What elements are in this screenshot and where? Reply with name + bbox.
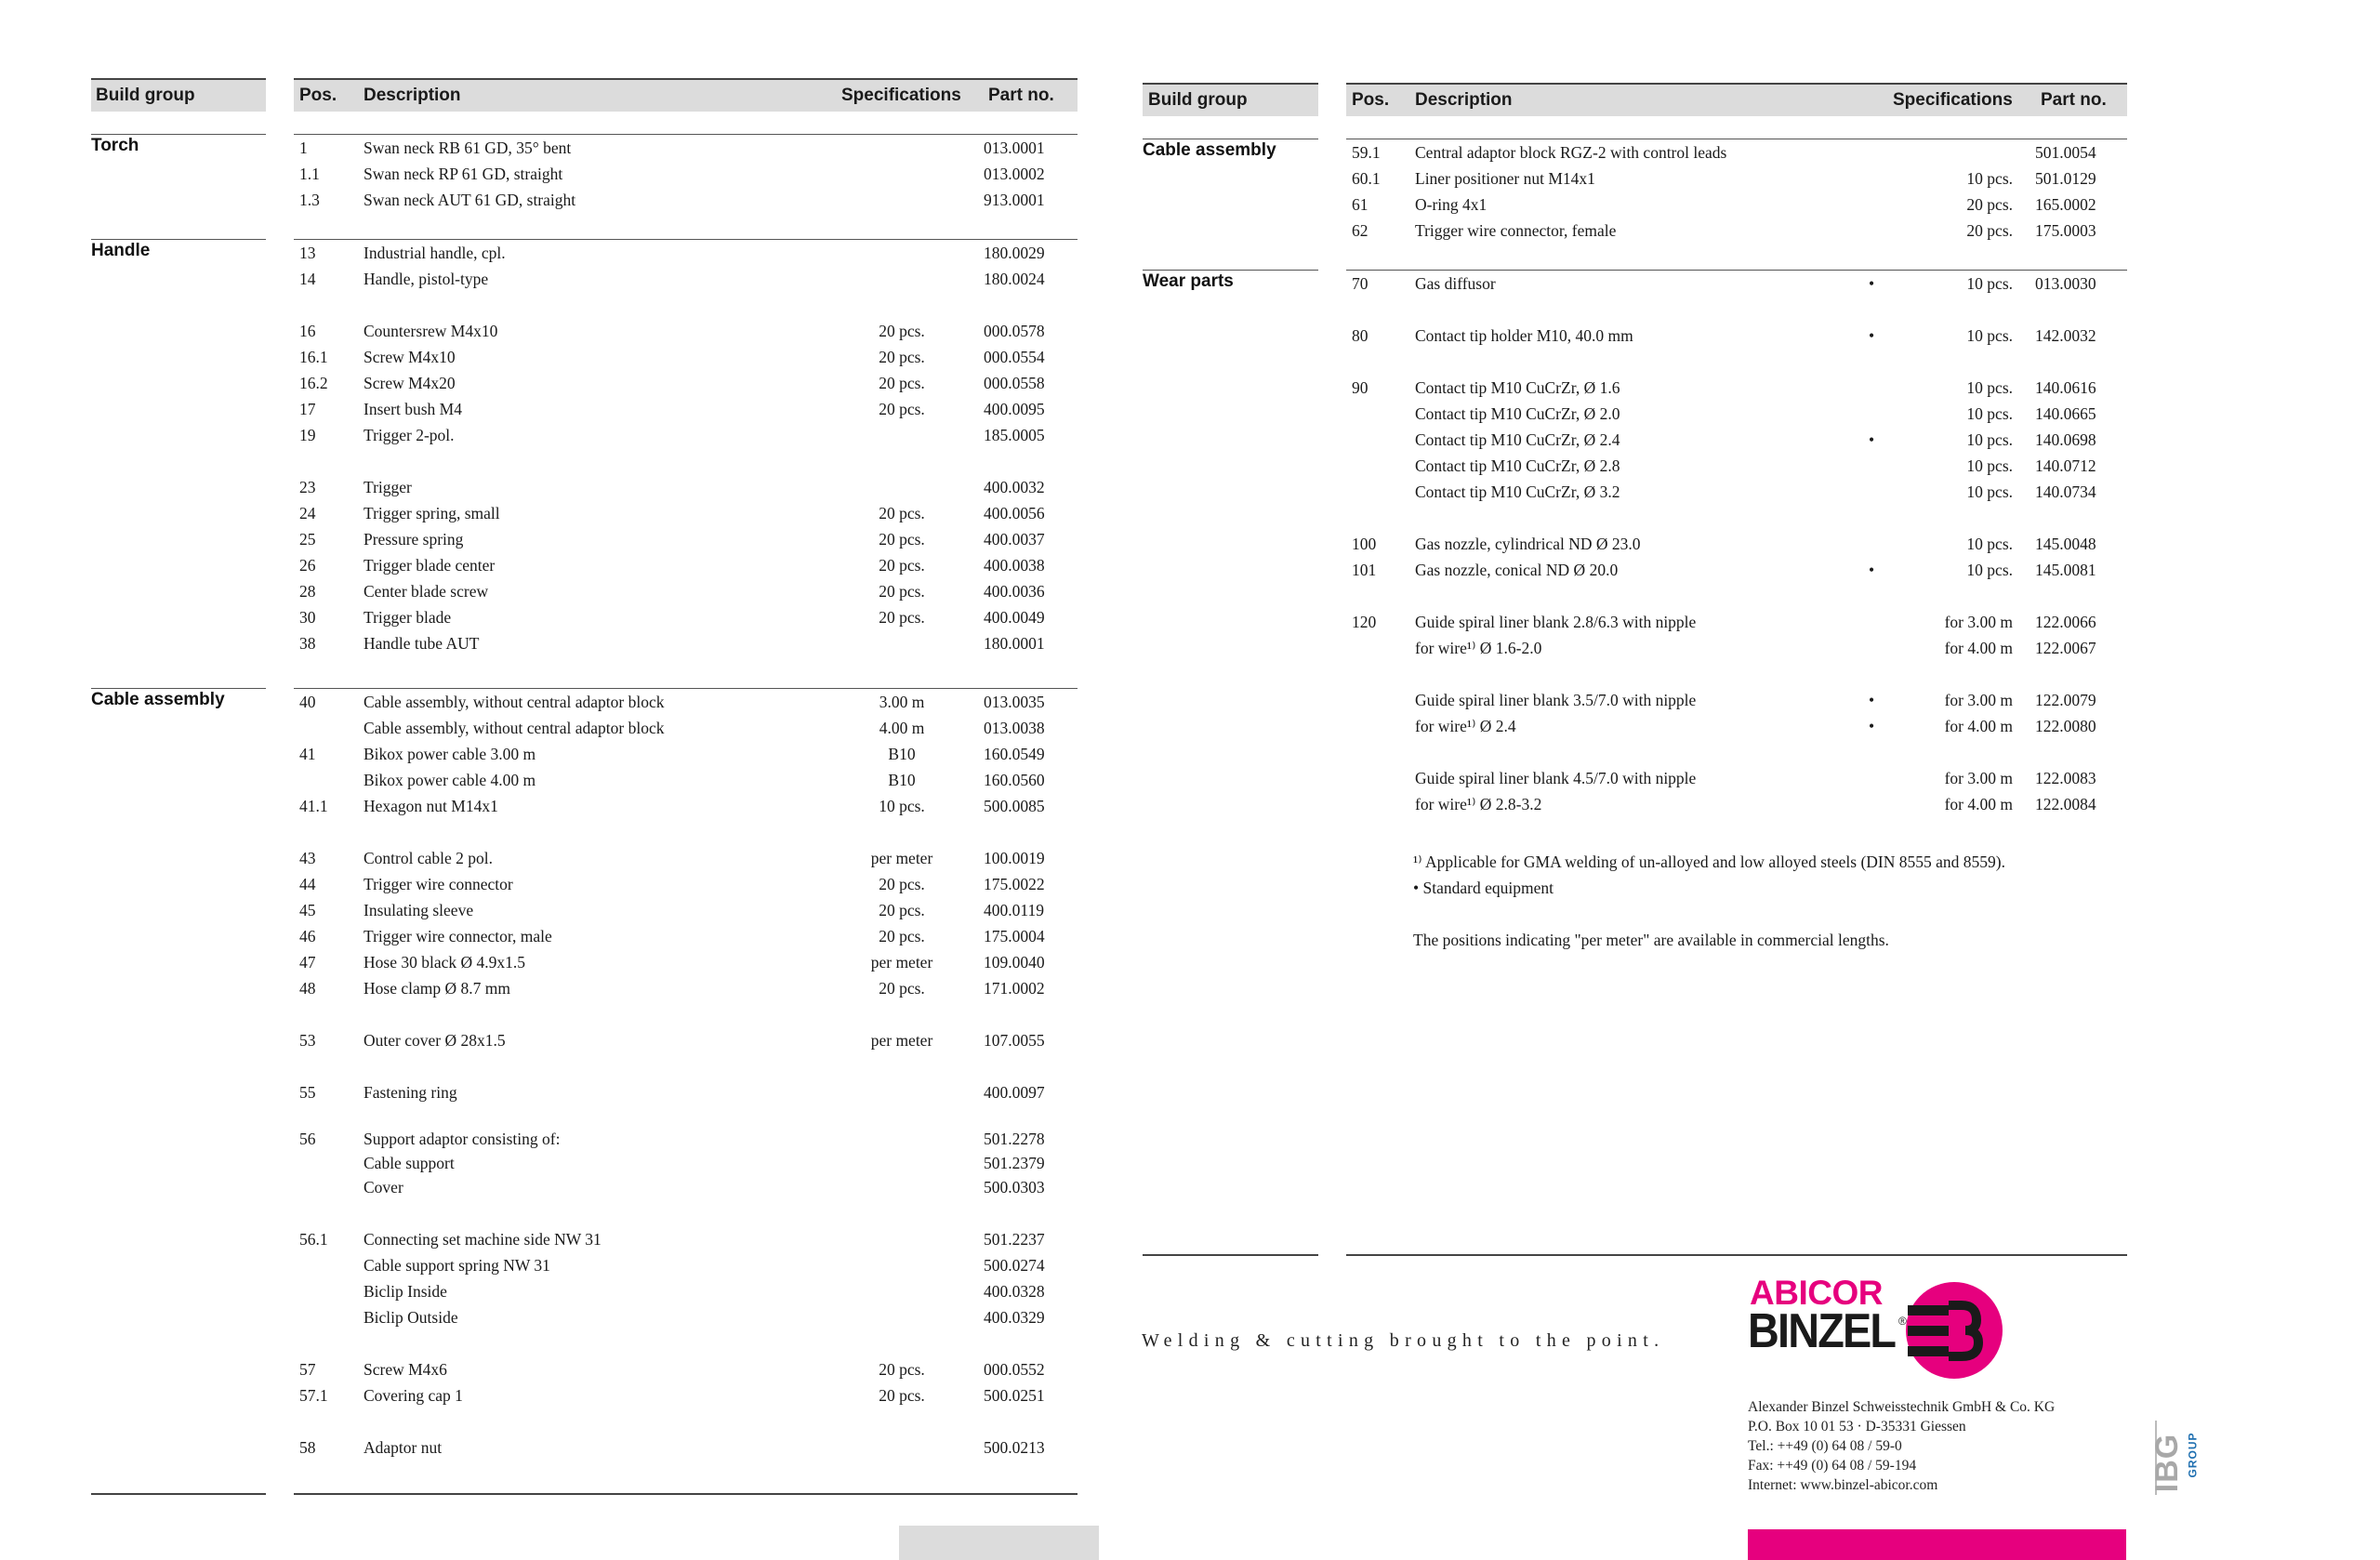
part-no-cell: 400.0056: [984, 504, 1045, 522]
table-row: [0, 845, 1078, 871]
spec-cell: 10 pcs.: [1966, 404, 2013, 423]
description-cell: Hexagon nut M14x1: [364, 797, 498, 815]
table-row: [0, 1226, 1078, 1252]
description-cell: Gas diffusor: [1415, 274, 1496, 293]
description-cell: for wire¹⁾ Ø 1.6-2.0: [1415, 639, 1542, 657]
table-row: [0, 871, 1078, 897]
address-po-box: P.O. Box 10 01 53 · D-35331 Giessen: [1748, 1419, 1966, 1434]
description-cell: Cable support spring NW 31: [364, 1256, 550, 1275]
per-meter-note: The positions indicating "per meter" are available in commercial lengths.: [1413, 931, 1889, 949]
specifications-header: Specifications: [841, 86, 961, 105]
description-cell: Biclip Inside: [364, 1282, 447, 1301]
spec-cell: B10: [888, 745, 916, 763]
part-no-cell: 500.0274: [984, 1256, 1045, 1275]
pos-cell: 101: [1352, 561, 1377, 579]
pos-cell: 70: [1352, 274, 1368, 293]
standard-equipment-marker: •: [1869, 326, 1875, 345]
description-cell: Pressure spring: [364, 530, 464, 549]
spec-cell: 20 pcs.: [1966, 195, 2013, 214]
spec-cell: 20 pcs.: [879, 374, 925, 392]
part-no-cell: 100.0019: [984, 849, 1045, 867]
spec-cell: 20 pcs.: [879, 875, 925, 893]
part-no-cell: 175.0004: [984, 927, 1045, 945]
description-cell: Guide spiral liner blank 4.5/7.0 with nipple: [1415, 769, 1697, 787]
registered-mark: ®: [1898, 1315, 1907, 1328]
part-no-header: Part no.: [2041, 90, 2107, 110]
standard-equipment-marker: •: [1869, 717, 1875, 735]
table-bottom-rule: [1346, 1254, 2127, 1256]
spec-cell: 20 pcs.: [879, 530, 925, 549]
part-no-cell: 160.0549: [984, 745, 1045, 763]
pos-cell: 17: [299, 400, 316, 418]
table-row: [0, 139, 2129, 165]
pos-cell: 48: [299, 979, 316, 998]
part-no-cell: 175.0022: [984, 875, 1045, 893]
part-no-cell: 400.0036: [984, 582, 1045, 601]
part-no-cell: 180.0024: [984, 270, 1045, 288]
standard-equipment-marker: •: [1869, 561, 1875, 579]
spec-cell: 10 pcs.: [1966, 326, 2013, 345]
description-cell: Trigger wire connector, female: [1415, 221, 1617, 240]
part-no-cell: 122.0066: [2035, 613, 2096, 631]
description-cell: Adaptor nut: [364, 1438, 443, 1457]
pos-cell: 58: [299, 1438, 316, 1457]
description-cell: Trigger: [364, 478, 412, 496]
pos-cell: 40: [299, 693, 316, 711]
description-cell: Outer cover Ø 28x1.5: [364, 1031, 506, 1050]
part-no-cell: 122.0079: [2035, 691, 2096, 709]
table-row: [0, 401, 2129, 427]
part-no-cell: 013.0038: [984, 719, 1045, 737]
group-label-cable-assembly: Cable assembly: [1143, 140, 1276, 160]
table-row: [0, 897, 1078, 923]
description-cell: Countersrew M4x10: [364, 322, 498, 340]
table-row: [0, 923, 1078, 949]
pos-cell: 62: [1352, 221, 1368, 240]
part-no-cell: 142.0032: [2035, 326, 2096, 345]
part-no-cell: 175.0003: [2035, 221, 2096, 240]
table-row: [0, 531, 2129, 557]
pos-cell: 13: [299, 244, 316, 262]
description-cell: Contact tip M10 CuCrZr, Ø 2.0: [1415, 404, 1620, 423]
part-no-cell: 500.0251: [984, 1386, 1045, 1405]
pos-cell: 55: [299, 1083, 316, 1102]
description-cell: Contact tip M10 CuCrZr, Ø 2.8: [1415, 456, 1620, 475]
pos-cell: 53: [299, 1031, 316, 1050]
description-cell: Connecting set machine side NW 31: [364, 1230, 602, 1249]
standard-equipment-marker: •: [1869, 430, 1875, 449]
table-row: [0, 1027, 1078, 1053]
description-cell: Cable assembly, without central adaptor block: [364, 719, 665, 737]
pos-cell: 30: [299, 608, 316, 627]
pos-cell: 41.1: [299, 797, 328, 815]
description-cell: O-ring 4x1: [1415, 195, 1488, 214]
table-row: [0, 323, 2129, 349]
part-no-cell: 000.0558: [984, 374, 1045, 392]
part-no-cell: 000.0554: [984, 348, 1045, 366]
description-header: Description: [1415, 90, 1513, 110]
description-cell: Screw M4x6: [364, 1360, 447, 1379]
standard-equipment-marker: •: [1869, 274, 1875, 293]
part-no-cell: 109.0040: [984, 953, 1045, 972]
description-cell: Handle tube AUT: [364, 634, 480, 653]
part-no-cell: 400.0032: [984, 478, 1045, 496]
part-no-cell: 400.0119: [984, 901, 1044, 919]
pos-cell: 120: [1352, 613, 1377, 631]
part-no-cell: 400.0329: [984, 1308, 1045, 1327]
pos-cell: 16.2: [299, 374, 328, 392]
specifications-header: Specifications: [1893, 90, 2013, 110]
part-no-cell: 000.0552: [984, 1360, 1045, 1379]
description-cell: Insulating sleeve: [364, 901, 474, 919]
pos-cell: 38: [299, 634, 316, 653]
table-row: [0, 453, 2129, 479]
pos-cell: 80: [1352, 326, 1368, 345]
table-bottom-rule: [294, 1493, 1078, 1495]
spec-cell: 20 pcs.: [879, 901, 925, 919]
address-phone: Tel.: ++49 (0) 64 08 / 59-0: [1748, 1438, 1902, 1454]
brand-color-bar: [1748, 1529, 2126, 1560]
description-cell: Cable support: [364, 1154, 455, 1172]
group-label-wear-parts: Wear parts: [1143, 271, 1234, 291]
pos-cell: 90: [1352, 378, 1368, 397]
table-row: [0, 375, 2129, 401]
spec-cell: 20 pcs.: [879, 608, 925, 627]
group-label-handle: Handle: [91, 241, 151, 260]
spec-cell: 10 pcs.: [1966, 483, 2013, 501]
part-no-cell: 185.0005: [984, 426, 1045, 444]
table-row: [0, 557, 2129, 583]
table-row: [0, 741, 1078, 767]
part-no-cell: 140.0734: [2035, 483, 2096, 501]
description-cell: Contact tip holder M10, 40.0 mm: [1415, 326, 1633, 345]
pos-cell: 60.1: [1352, 169, 1381, 188]
table-row: [0, 192, 2129, 218]
part-no-cell: 122.0084: [2035, 795, 2096, 813]
spec-cell: 20 pcs.: [1966, 221, 2013, 240]
description-cell: Handle, pistol-type: [364, 270, 489, 288]
part-no-cell: 400.0037: [984, 530, 1045, 549]
spec-cell: for 4.00 m: [1944, 639, 2013, 657]
pos-cell: 56: [299, 1130, 316, 1148]
part-no-cell: 400.0328: [984, 1282, 1045, 1301]
table-row: [0, 1150, 1078, 1176]
table-row: [0, 218, 2129, 244]
spec-cell: 20 pcs.: [879, 400, 925, 418]
table-row: [0, 1382, 1078, 1408]
part-no-cell: 122.0080: [2035, 717, 2096, 735]
spec-cell: per meter: [870, 953, 933, 972]
table-row: [0, 1079, 1078, 1105]
group-label-torch: Torch: [91, 136, 139, 155]
description-cell: Center blade screw: [364, 582, 489, 601]
table-bottom-rule: [1143, 1254, 1318, 1256]
pos-cell: 1.1: [299, 165, 320, 183]
binzel-circle-icon: [1897, 1280, 2004, 1381]
spec-cell: for 3.00 m: [1944, 691, 2013, 709]
table-row: [0, 1126, 1078, 1152]
table-row: [0, 165, 2129, 192]
part-no-cell: 140.0698: [2035, 430, 2096, 449]
pos-cell: 59.1: [1352, 143, 1381, 162]
pos-cell: 16.1: [299, 348, 328, 366]
spec-cell: 10 pcs.: [1966, 561, 2013, 579]
pos-cell: 56.1: [299, 1230, 328, 1249]
part-no-cell: 013.0001: [984, 139, 1045, 157]
table-row: [0, 1174, 1078, 1200]
pos-cell: 61: [1352, 195, 1368, 214]
table-row: [0, 791, 2129, 817]
pos-cell: 1.3: [299, 191, 320, 209]
part-no-cell: 180.0029: [984, 244, 1045, 262]
description-cell: Guide spiral liner blank 2.8/6.3 with nipple: [1415, 613, 1697, 631]
part-no-cell: 160.0560: [984, 771, 1045, 789]
pos-cell: 26: [299, 556, 316, 575]
pos-cell: 47: [299, 953, 316, 972]
table-row: [0, 635, 2129, 661]
description-cell: Trigger wire connector: [364, 875, 513, 893]
ibg-group-text: GROUP: [2186, 1432, 2200, 1478]
part-no-cell: 400.0095: [984, 400, 1045, 418]
spec-cell: 10 pcs.: [1966, 378, 2013, 397]
spec-cell: for 3.00 m: [1944, 613, 2013, 631]
part-no-cell: 501.2237: [984, 1230, 1045, 1249]
description-cell: Insert bush M4: [364, 400, 462, 418]
table-bottom-rule: [91, 1493, 266, 1495]
pos-cell: 100: [1352, 535, 1377, 553]
description-cell: Hose 30 black Ø 4.9x1.5: [364, 953, 526, 972]
description-cell: Trigger 2-pol.: [364, 426, 455, 444]
description-cell: Control cable 2 pol.: [364, 849, 494, 867]
pos-cell: 1: [299, 139, 308, 157]
description-cell: Contact tip M10 CuCrZr, Ø 1.6: [1415, 378, 1620, 397]
spec-cell: 20 pcs.: [879, 1360, 925, 1379]
part-no-cell: 180.0001: [984, 634, 1045, 653]
pos-cell: 24: [299, 504, 316, 522]
description-cell: Trigger blade: [364, 608, 452, 627]
table-row: [0, 1356, 1078, 1382]
part-no-cell: 500.0303: [984, 1178, 1045, 1196]
slogan: Welding & cutting brought to the point.: [1142, 1330, 1665, 1351]
description-cell: Screw M4x20: [364, 374, 456, 392]
table-row: [0, 1278, 1078, 1304]
part-no-cell: 145.0081: [2035, 561, 2096, 579]
description-cell: Gas nozzle, conical ND Ø 20.0: [1415, 561, 1619, 579]
spec-cell: for 3.00 m: [1944, 769, 2013, 787]
description-cell: Trigger blade center: [364, 556, 496, 575]
table-row: [0, 271, 2129, 297]
spec-cell: 10 pcs.: [879, 797, 925, 815]
spec-cell: 20 pcs.: [879, 556, 925, 575]
spec-cell: 20 pcs.: [879, 322, 925, 340]
description-cell: Trigger wire connector, male: [364, 927, 552, 945]
part-no-cell: 145.0048: [2035, 535, 2096, 553]
pos-header: Pos.: [1352, 90, 1390, 110]
spec-cell: 3.00 m: [879, 693, 925, 711]
table-row: [0, 1304, 1078, 1330]
spec-cell: 10 pcs.: [1966, 456, 2013, 475]
group-label-cable-assembly: Cable assembly: [91, 690, 225, 709]
description-cell: Swan neck RP 61 GD, straight: [364, 165, 563, 183]
logo-abicor-text: ABICOR: [1750, 1274, 1883, 1312]
description-cell: Guide spiral liner blank 3.5/7.0 with nipple: [1415, 691, 1697, 709]
table-row: [0, 1434, 1078, 1461]
part-no-cell: 140.0712: [2035, 456, 2096, 475]
pos-cell: 43: [299, 849, 316, 867]
part-no-cell: 400.0097: [984, 1083, 1045, 1102]
pos-cell: 44: [299, 875, 316, 893]
part-no-cell: 000.0578: [984, 322, 1045, 340]
part-no-cell: 500.0085: [984, 797, 1045, 815]
part-no-cell: 501.2379: [984, 1154, 1045, 1172]
description-cell: Hose clamp Ø 8.7 mm: [364, 979, 510, 998]
description-cell: Fastening ring: [364, 1083, 457, 1102]
table-row: [0, 949, 1078, 975]
spec-cell: 10 pcs.: [1966, 535, 2013, 553]
pos-cell: 14: [299, 270, 316, 288]
description-cell: Cover: [364, 1178, 403, 1196]
table-row: [0, 1252, 1078, 1278]
footnote: ¹⁾ Applicable for GMA welding of un-alloyed and low alloyed steels (DIN 8555 and 8559).: [1413, 853, 2005, 871]
table-row: [0, 609, 2129, 635]
spec-cell: 10 pcs.: [1966, 430, 2013, 449]
ibg-text: IBG: [2149, 1433, 2186, 1493]
pos-cell: 28: [299, 582, 316, 601]
spec-cell: per meter: [870, 849, 933, 867]
spec-cell: 10 pcs.: [1966, 169, 2013, 188]
description-cell: Gas nozzle, cylindrical ND Ø 23.0: [1415, 535, 1641, 553]
description-cell: Swan neck AUT 61 GD, straight: [364, 191, 576, 209]
part-no-cell: 122.0067: [2035, 639, 2096, 657]
address-company: Alexander Binzel Schweisstechnik GmbH & Co. KG: [1748, 1399, 2056, 1415]
pos-cell: 23: [299, 478, 316, 496]
part-no-cell: 913.0001: [984, 191, 1045, 209]
part-no-cell: 165.0002: [2035, 195, 2096, 214]
description-cell: Bikox power cable 3.00 m: [364, 745, 536, 763]
part-no-cell: 107.0055: [984, 1031, 1045, 1050]
part-no-header: Part no.: [988, 86, 1054, 105]
part-no-cell: 400.0049: [984, 608, 1045, 627]
ibg-group-logo: [2149, 1421, 2215, 1495]
build-group-header: Build group: [1148, 90, 1248, 110]
description-cell: Industrial handle, cpl.: [364, 244, 506, 262]
pos-cell: 25: [299, 530, 316, 549]
table-row: [0, 687, 2129, 713]
pos-cell: 45: [299, 901, 316, 919]
description-cell: Support adaptor consisting of:: [364, 1130, 561, 1148]
part-no-cell: 122.0083: [2035, 769, 2096, 787]
spec-cell: 20 pcs.: [879, 582, 925, 601]
part-no-cell: 400.0038: [984, 556, 1045, 575]
abicor-binzel-logo: [1748, 1274, 2008, 1385]
pos-cell: 19: [299, 426, 316, 444]
description-cell: Screw M4x10: [364, 348, 456, 366]
part-no-cell: 500.0213: [984, 1438, 1045, 1457]
part-no-cell: 013.0002: [984, 165, 1045, 183]
address-website: Internet: www.binzel-abicor.com: [1748, 1477, 1938, 1493]
pos-cell: 46: [299, 927, 316, 945]
description-cell: for wire¹⁾ Ø 2.8-3.2: [1415, 795, 1542, 813]
spec-cell: 20 pcs.: [879, 979, 925, 998]
spec-cell: for 4.00 m: [1944, 795, 2013, 813]
part-no-cell: 171.0002: [984, 979, 1045, 998]
table-row: [0, 479, 2129, 505]
description-cell: Trigger spring, small: [364, 504, 500, 522]
spec-cell: 20 pcs.: [879, 1386, 925, 1405]
spec-cell: 20 pcs.: [879, 348, 925, 366]
description-cell: Covering cap 1: [364, 1386, 463, 1405]
pos-cell: 41: [299, 745, 316, 763]
description-cell: Cable assembly, without central adaptor block: [364, 693, 665, 711]
table-row: [0, 975, 1078, 1001]
spec-cell: 20 pcs.: [879, 927, 925, 945]
standard-equipment-note: • Standard equipment: [1413, 879, 1554, 897]
description-cell: Bikox power cable 4.00 m: [364, 771, 536, 789]
pos-cell: 16: [299, 322, 316, 340]
table-row: [0, 713, 2129, 739]
pos-header: Pos.: [299, 86, 337, 105]
spec-cell: for 4.00 m: [1944, 717, 2013, 735]
pos-cell: 57.1: [299, 1386, 328, 1405]
part-no-cell: 501.2278: [984, 1130, 1045, 1148]
spec-cell: 4.00 m: [879, 719, 925, 737]
part-no-cell: 013.0030: [2035, 274, 2096, 293]
table-row: [0, 427, 2129, 453]
build-group-header: Build group: [96, 86, 195, 105]
description-cell: Central adaptor block RGZ-2 with control leads: [1415, 143, 1727, 162]
pos-cell: 57: [299, 1360, 316, 1379]
standard-equipment-marker: •: [1869, 691, 1875, 709]
part-no-cell: 140.0665: [2035, 404, 2096, 423]
description-cell: Contact tip M10 CuCrZr, Ø 2.4: [1415, 430, 1620, 449]
part-no-cell: 501.0054: [2035, 143, 2096, 162]
spec-cell: per meter: [870, 1031, 933, 1050]
part-no-cell: 013.0035: [984, 693, 1045, 711]
table-row: [0, 240, 1078, 266]
description-cell: Swan neck RB 61 GD, 35° bent: [364, 139, 572, 157]
spec-cell: B10: [888, 771, 916, 789]
description-cell: for wire¹⁾ Ø 2.4: [1415, 717, 1516, 735]
description-cell: Biclip Outside: [364, 1308, 458, 1327]
page-tab: [899, 1526, 1099, 1560]
table-row: [0, 765, 2129, 791]
description-cell: Liner positioner nut M14x1: [1415, 169, 1595, 188]
logo-binzel-text: BINZEL: [1748, 1304, 1896, 1358]
address-fax: Fax: ++49 (0) 64 08 / 59-194: [1748, 1458, 1917, 1474]
part-no-cell: 140.0616: [2035, 378, 2096, 397]
description-cell: Contact tip M10 CuCrZr, Ø 3.2: [1415, 483, 1620, 501]
spec-cell: 10 pcs.: [1966, 274, 2013, 293]
description-header: Description: [364, 86, 461, 105]
part-no-cell: 501.0129: [2035, 169, 2096, 188]
spec-cell: 20 pcs.: [879, 504, 925, 522]
